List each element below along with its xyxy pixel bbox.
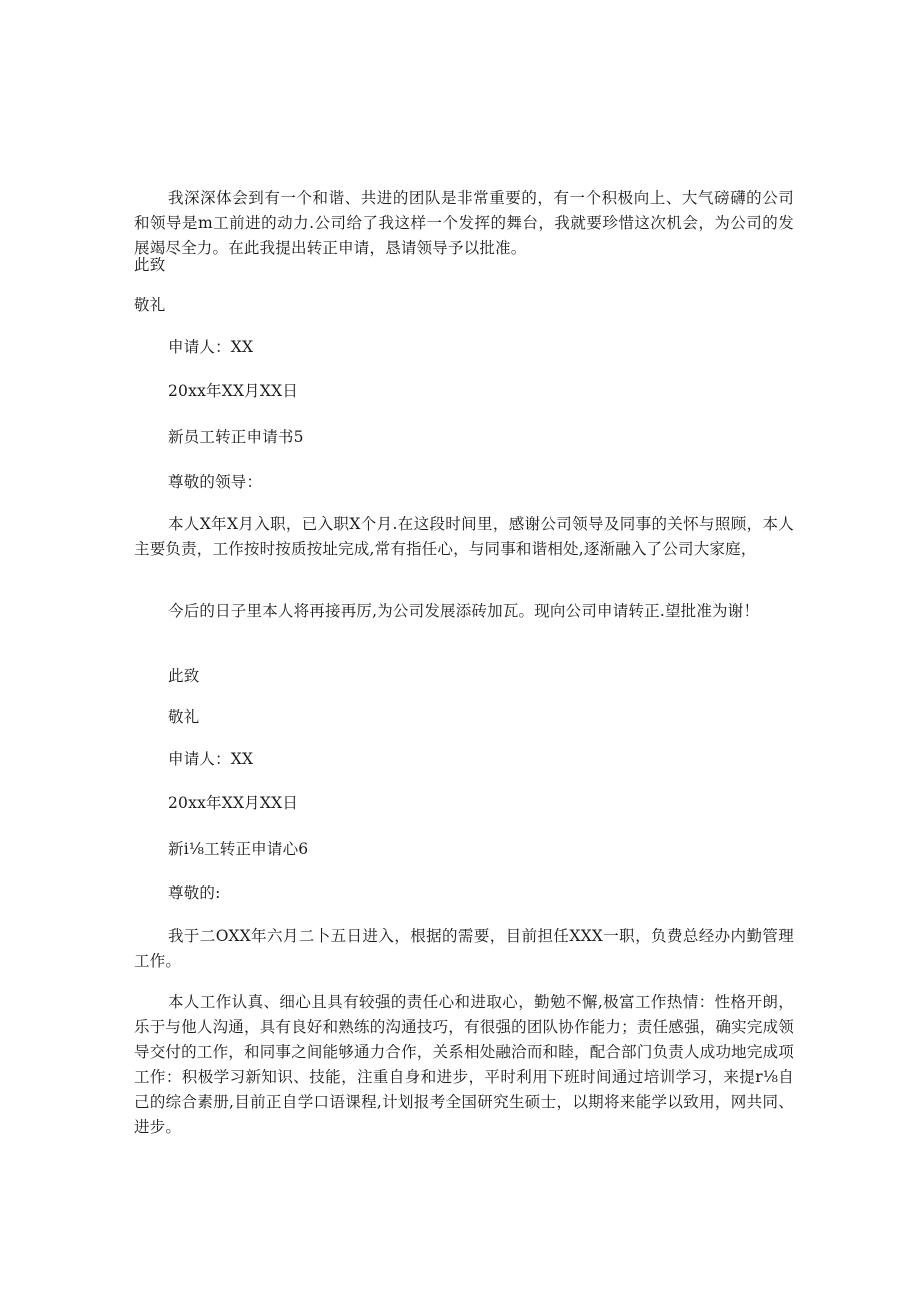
salutation: 敬礼 xyxy=(134,296,166,314)
applicant-line: 申请人：XX xyxy=(168,750,254,768)
paragraph-body: 本人X年X月入职，已入职X个月.在这段时间里，感谢公司领导及同事的关怀与照顾，本人主要负责，工作按时按质按址完成,常有指任心，与同事和谐相处,逐渐融入了公司大家庭， xyxy=(134,515,794,558)
closing-phrase: 此致 xyxy=(168,667,200,685)
date-line: 20xx年XX月XX日 xyxy=(168,794,299,812)
paragraph-body: 本人工作认真、细心且具有较强的责任心和进取心，勤勉不懈,极富工作热情：性格开朗，乐于与他人沟通，具有良好和熟练的沟通技巧，有很强的团队协作能力；责任感强，确实完成领导交付的工作，和同事之间能够通力合作，关系相处融洽而和睦，配合部门负责人成功地完成项工作：积极学习新知识、技能，注重自身和进步，平时利用下班时间通过培训学习，来提r⅛自己的综合素册,目前正自学口语课程,计划报考全国研究生硕士，以期将来能学以致用，网共同、进步。 xyxy=(134,993,794,1136)
salutation: 敬礼 xyxy=(168,708,200,726)
greeting: 尊敬的: xyxy=(168,884,221,902)
paragraph-body: 今后的日子里本人将再接再厉,为公司发展添砖加瓦。现向公司申请转正.望批准为谢！ xyxy=(168,602,760,620)
applicant-line: 申请人：XX xyxy=(168,338,254,356)
section-title: 新员工转正申请书5 xyxy=(168,428,304,446)
paragraph-intro: 我深深体会到有一个和谐、共进的团队是非常重要的，有一个积极向上、大气磅礴的公司和领导是m工前进的动力.公司给了我这样一个发挥的舞台，我就要珍惜这次机会，为公司的发展竭尽全力。在此我提出转正申请，恳请领导予以批准。 xyxy=(134,189,794,257)
paragraph-body: 我于二OXX年六月二卜五日进入，根据的需要，目前担任XXX一职，负费总经办内勤管理工作。 xyxy=(134,927,794,970)
greeting: 尊敬的领导： xyxy=(168,473,263,491)
date-line: 20xx年XX月XX日 xyxy=(168,382,299,400)
section-title: 新i⅛工转正申请心6 xyxy=(168,840,309,858)
closing-phrase: 此致 xyxy=(134,256,166,274)
